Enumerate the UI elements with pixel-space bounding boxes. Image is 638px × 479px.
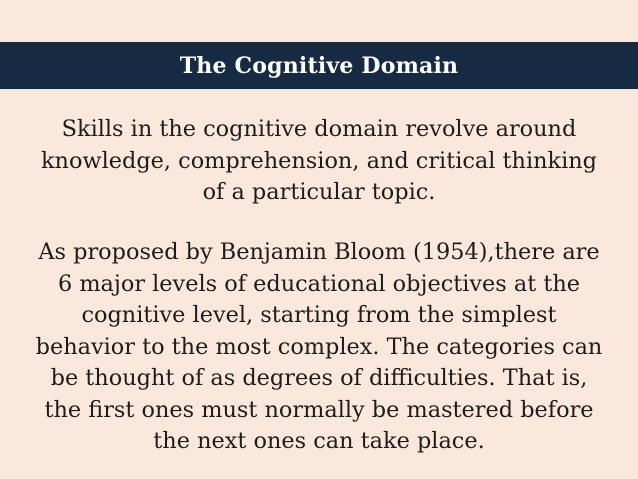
paragraph-line: As proposed by Benjamin Bloom (1954),there are [38, 239, 600, 265]
paragraph-line: be thought of as degrees of difficulties. That is, [50, 365, 588, 391]
paragraph-line: the next ones can take place. [153, 428, 485, 454]
paragraph-line: of a particular topic. [202, 179, 436, 205]
intro-paragraph [0, 114, 638, 209]
paragraph-line: cognitive level, starting from the simplest [81, 302, 557, 328]
bloom-paragraph [0, 237, 638, 458]
slide-title: The Cognitive Domain [179, 52, 459, 79]
paragraph-line: 6 major levels of educational objectives at the [57, 270, 581, 297]
paragraph-line: the first ones must normally be mastered before [44, 396, 594, 423]
title-bar [0, 42, 638, 89]
paragraph-line: knowledge, comprehension, and critical thinking [40, 147, 598, 174]
paragraph-line: Skills in the cognitive domain revolve around [61, 116, 577, 142]
paragraph-line: behavior to the most complex. The categories can [35, 333, 603, 360]
